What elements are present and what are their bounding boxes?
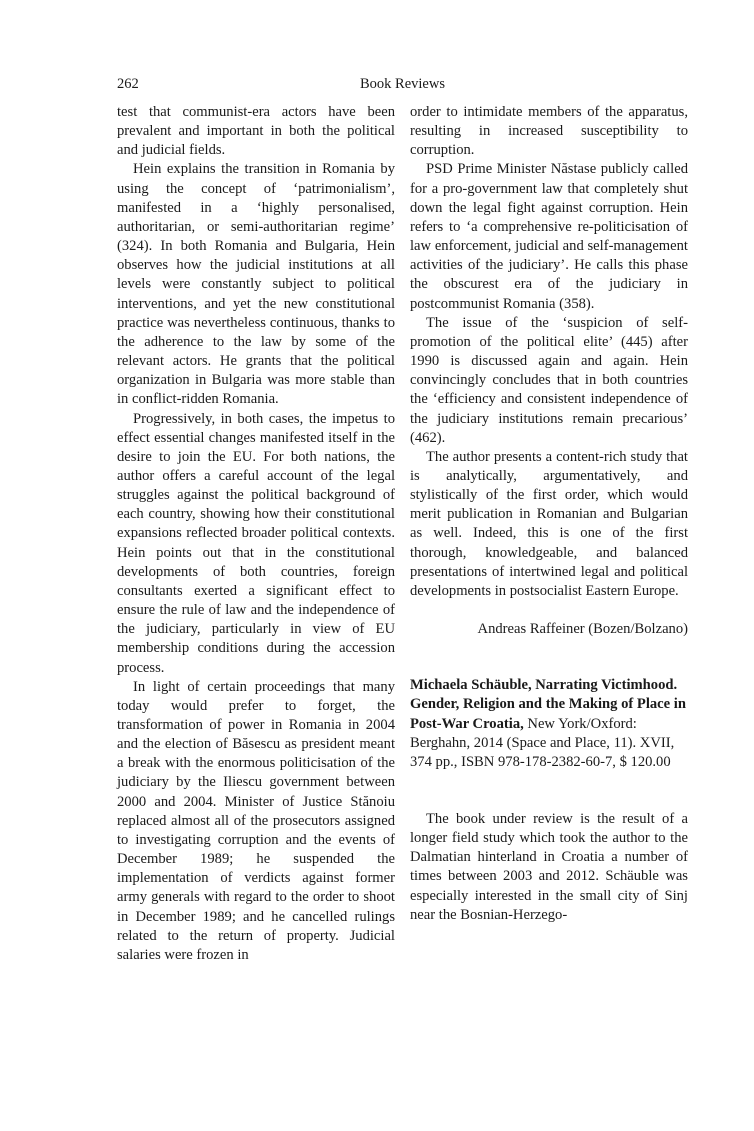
reviewer-signature: Andreas Raffeiner (Bozen/Bolzano): [477, 621, 688, 638]
page-number: 262: [117, 76, 139, 92]
paragraph: order to intimidate members of the apparatus, resulting in increased susceptibility to corruption.: [410, 104, 688, 159]
review-heading: [410, 676, 688, 772]
left-column: [117, 103, 395, 965]
review-heading-details: New York/Oxford: Berghahn, 2014 (Space and Place, 11). XVII, 374 pp., ISBN 978-178-2382-60-7, $ 120.00: [410, 715, 675, 770]
paragraph: The author presents a content-rich study that is analytically, argumentatively, and stylistically of the first order, which would merit publication in Romanian and Bulgarian as well. Indeed, this is one of the first thorough, knowledgeable, and balanced presentations of intertwined legal and political developments in postsocialist Eastern Europe.: [410, 448, 688, 599]
paragraph: test that communist-era actors have been prevalent and important in both the political and judicial fields.: [117, 104, 395, 159]
paragraph: In light of certain proceedings that many today would prefer to forget, the transformation of power in Romania in 2004 and the election of Băsescu as president meant a break with the enormous politicisation of the judiciary by the Iliescu government between 2000 and 2004. Minister of Justice Stănoiu replaced almost all of the prosecutors assigned to investigating corruption and the events of December 1989; he suspended the implementation of verdicts against former army generals with regard to the order to shoot in December 1989; and he cancelled rulings related to the return of property. Judicial salaries were frozen in: [117, 678, 395, 963]
paragraph: Hein explains the transition in Romania by using the concept of ‘patrimonialism’, manifested in a ‘highly personalised, authoritarian, or semi-authoritarian regime’ (324). In both Romania and Bulgaria, Hein observes how the judicial institutions at all levels were constantly subject to political interventions, and yet the new constitutional practice was nevertheless continuous, thanks to the adherence to the law by some of the relevant actors. He grants that the political organization in Bulgaria was more stable than in conflict-ridden Romania.: [117, 161, 395, 408]
review-heading-title: Michaela Schäuble, Narrating Victimhood. Gender, Religion and the Making of Place in Post-War Croatia,: [410, 677, 686, 732]
right-column: [410, 103, 688, 925]
paragraph: PSD Prime Minister Năstase publicly called for a pro-government law that completely shut down the legal fight against corruption. Hein refers to ‘a comprehensive re-politicisation of law enforcement, judicial and self-management activities of the judiciary’. He calls this phase the obscurest era of the judiciary in postcommunist Romania (358).: [410, 161, 688, 312]
review-body-start: The book under review is the result of a longer field study which took the author to the Dalmatian hinterland in Croatia a number of times between 2003 and 2012. Schäuble was especially interested in the small city of Sinj near the Bosnian-Herzego-: [410, 811, 688, 923]
page-header: [117, 76, 688, 96]
paragraph: The issue of the ‘suspicion of self-promotion of the political elite’ (445) after 1990 is discussed again and again. Hein convincingly concludes that in both countries the ‘efficiency and consistent independence of the judiciary institutions remain precarious’ (462).: [410, 314, 688, 446]
running-head: Book Reviews: [360, 76, 445, 92]
paragraph: Progressively, in both cases, the impetus to effect essential changes manifested itself in the desire to join the EU. For both nations, the author offers a careful account of the legal struggles against the political background of each country, showing how their constitutional expansions reflected broader political contexts. Hein points out that in the constitutional developments of both countries, foreign consultants exerted a significant effect to ensure the rule of law and the independence of the judiciary, particularly in view of EU membership conditions during the accession process.: [117, 410, 395, 676]
